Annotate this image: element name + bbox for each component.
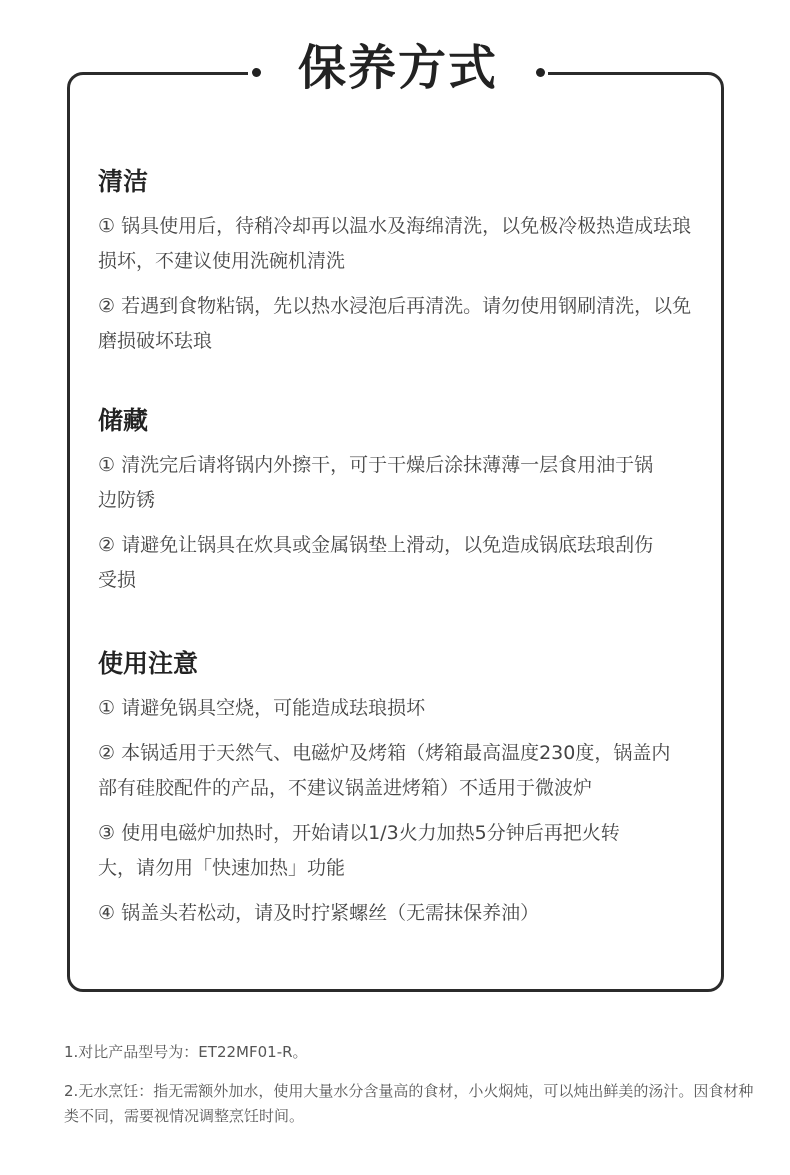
footnote: 1.对比产品型号为：ET22MF01-R。	[64, 1043, 308, 1061]
title-background	[248, 28, 548, 114]
footnote: 2.无水烹饪：指无需额外加水，使用大量水分含量高的食材，小火焖炖，可以炖出鲜美的汤汁。因食材种类不同，需要视情况调整烹饪时间。	[64, 1082, 754, 1125]
list-item: ① 锅具使用后，待稍冷却再以温水及海绵清洗，以免极冷极热造成珐琅损坏，不建议使用洗碗机清洗	[98, 215, 692, 272]
list-item: ① 请避免锅具空烧，可能造成珐琅损坏	[98, 697, 426, 719]
list-item: ② 请避免让锅具在炊具或金属锅垫上滑动，以免造成锅底珐琅刮伤受损	[98, 534, 654, 591]
list-item: ④ 锅盖头若松动，请及时拧紧螺丝（无需抹保养油）	[98, 902, 540, 924]
list-item: ① 清洗完后请将锅内外擦干，可于干燥后涂抹薄薄一层食用油于锅边防锈	[98, 454, 654, 511]
section-heading: 储藏	[98, 406, 149, 435]
list-item: ② 本锅适用于天然气、电磁炉及烤箱（烤箱最高温度230度，锅盖内部有硅胶配件的产品，不建议锅盖进烤箱）不适用于微波炉	[98, 742, 671, 799]
title-dot-left	[252, 68, 261, 77]
page-title: 保养方式	[297, 40, 498, 96]
section-heading: 清洁	[98, 167, 149, 196]
list-item: ③ 使用电磁炉加热时，开始请以1/3火力加热5分钟后再把火转大，请勿用「快速加热」功能	[98, 822, 620, 879]
list-item: ② 若遇到食物粘锅，先以热水浸泡后再清洗。请勿使用钢刷清洗，以免磨损破坏珐琅	[98, 295, 692, 352]
section-heading: 使用注意	[98, 649, 199, 678]
footnotes	[64, 1040, 754, 1143]
section-cleaning	[98, 165, 698, 369]
section-storage	[98, 404, 658, 608]
title-dot-right	[536, 68, 545, 77]
section-usage-notes	[98, 647, 683, 941]
